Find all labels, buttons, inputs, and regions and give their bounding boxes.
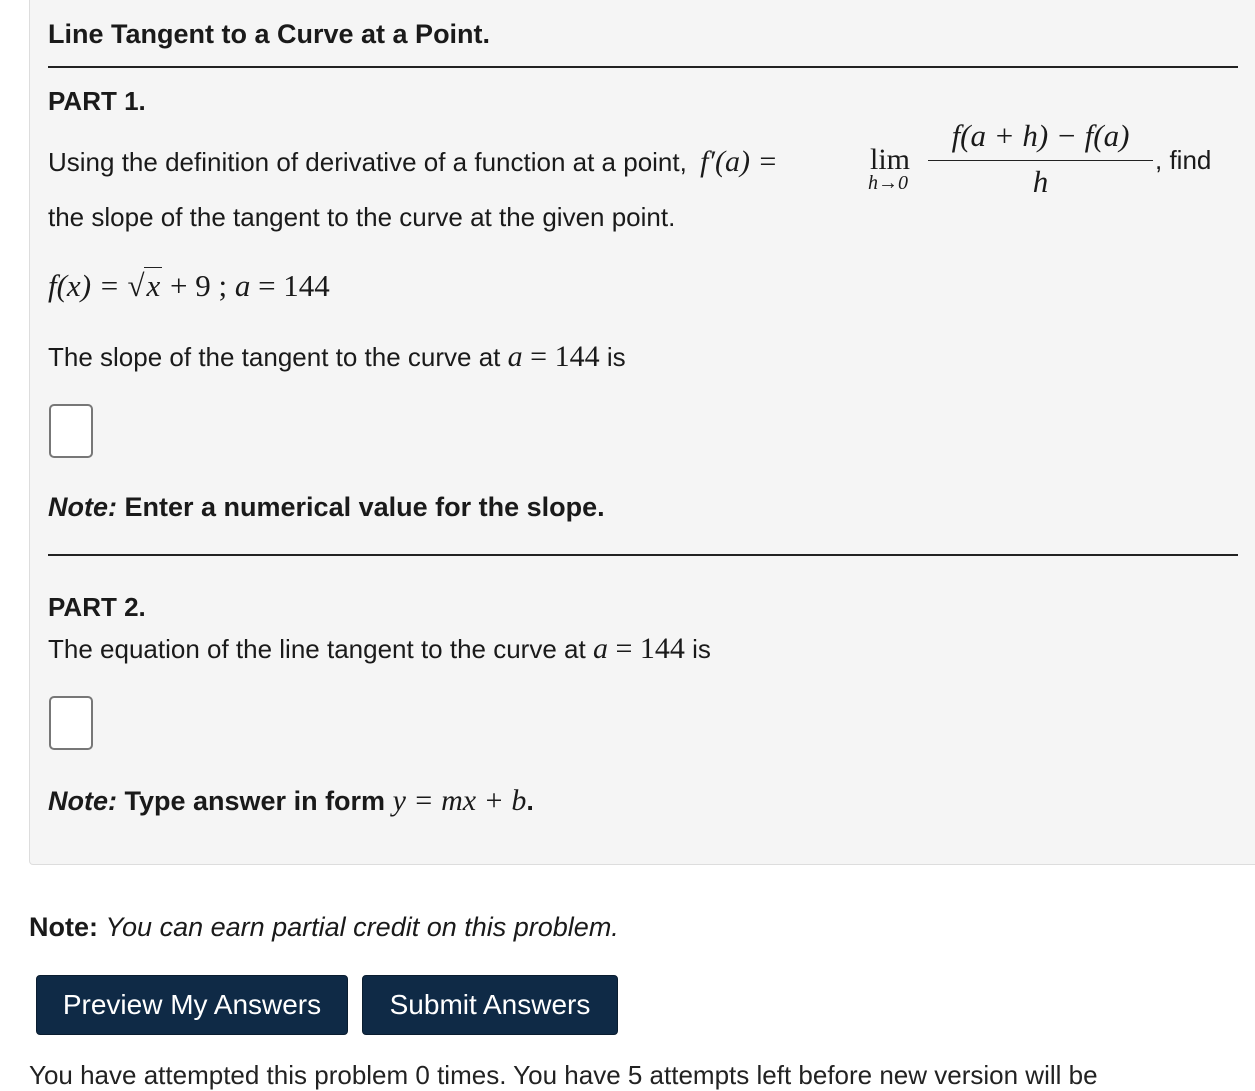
part2-note-label: Note: xyxy=(48,786,117,816)
partial-credit-note xyxy=(29,912,619,943)
sqrt-argument: x xyxy=(146,268,161,303)
slope-prompt-text: The slope of the tangent to the curve at xyxy=(48,342,501,372)
partial-credit-text: You can earn partial credit on this problem. xyxy=(105,912,619,942)
equation-prompt-text: The equation of the line tangent to the curve at xyxy=(48,634,586,664)
limit-subscript: h→0 xyxy=(868,172,908,194)
function-a-value: = 144 xyxy=(250,268,330,303)
derivative-lhs: f′(a) = xyxy=(700,145,778,178)
part2-note xyxy=(48,784,534,818)
submit-answers-button[interactable]: Submit Answers xyxy=(362,975,618,1035)
sqrt-symbol: √ xyxy=(127,268,145,303)
fraction-bar xyxy=(928,160,1153,161)
part1-heading: PART 1. xyxy=(48,86,146,116)
part2-note-math: y = mx + b xyxy=(392,784,527,817)
part1-note-label: Note: xyxy=(48,492,117,522)
intro-find: , find xyxy=(1155,145,1212,175)
equation-is: is xyxy=(692,634,711,664)
problem-title: Line Tangent to a Curve at a Point. xyxy=(48,19,491,49)
preview-answers-button[interactable]: Preview My Answers xyxy=(36,975,348,1035)
equation-a-value: = 144 xyxy=(607,632,685,665)
part1-note-text: Enter a numerical value for the slope. xyxy=(117,492,605,522)
divider-middle xyxy=(48,554,1238,556)
slope-a-value: = 144 xyxy=(522,340,600,373)
slope-is: is xyxy=(606,342,626,372)
part1-note xyxy=(48,492,605,523)
equation-prompt xyxy=(48,632,711,666)
divider-top xyxy=(48,66,1238,68)
part2-note-end: . xyxy=(526,786,534,816)
part2-heading: PART 2. xyxy=(48,592,146,622)
part1-intro xyxy=(48,145,778,179)
function-lhs: f(x) = xyxy=(48,268,128,303)
slope-prompt xyxy=(48,340,626,374)
fraction-denominator: h xyxy=(1032,164,1049,199)
fraction-numerator: f(a + h) − f(a) xyxy=(951,118,1130,153)
function-rest: + 9 ; xyxy=(162,268,235,303)
part2-note-text: Type answer in form xyxy=(117,786,386,816)
partial-credit-label: Note: xyxy=(29,912,98,942)
function-definition xyxy=(48,268,330,304)
equation-a: a xyxy=(592,632,608,665)
attempts-info: You have attempted this problem 0 times. You have 5 attempts left before new version will be xyxy=(29,1060,1098,1090)
intro-text: Using the definition of derivative of a function at a point, xyxy=(48,147,687,177)
function-a: a xyxy=(234,268,251,303)
part1-intro-line2: the slope of the tangent to the curve at the given point. xyxy=(48,202,676,232)
slope-answer-input[interactable] xyxy=(49,404,93,458)
limit-symbol: lim xyxy=(870,143,911,176)
slope-a: a xyxy=(507,340,523,373)
equation-answer-input[interactable] xyxy=(49,696,93,750)
